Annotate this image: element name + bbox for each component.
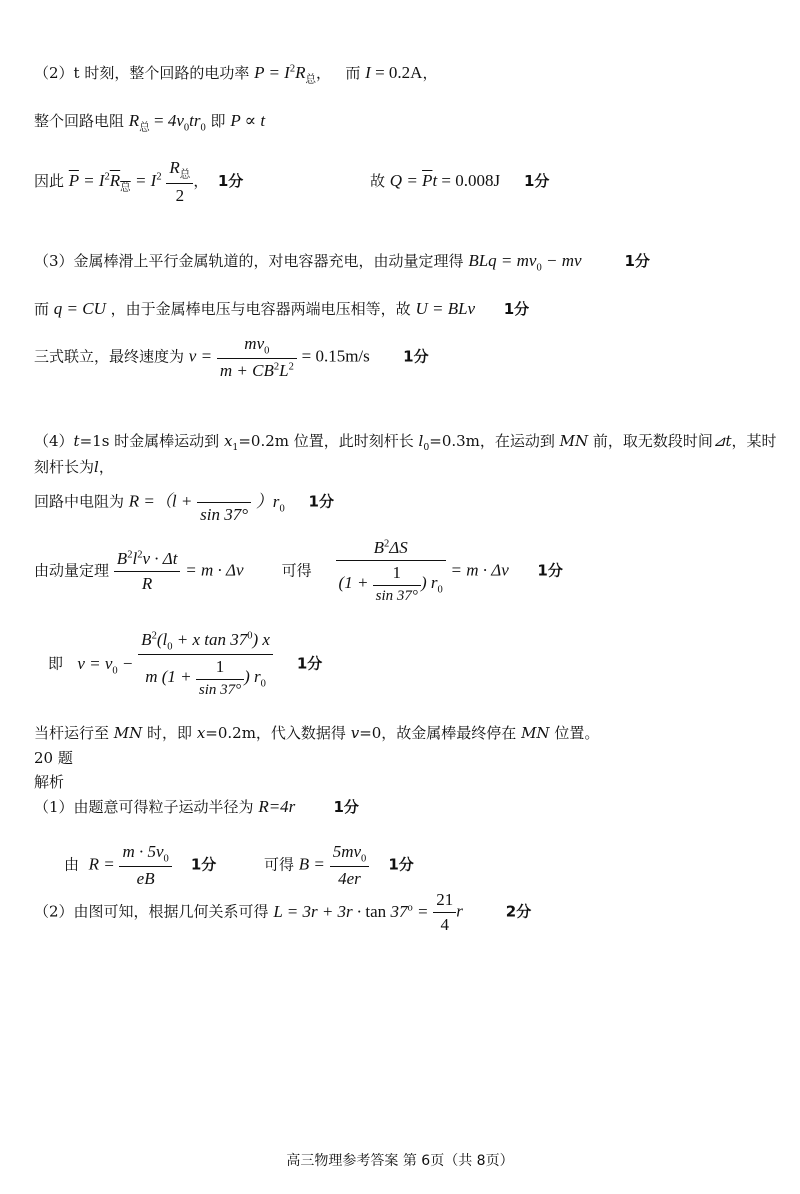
score: 1分 <box>388 855 414 874</box>
text: 刻杆长为 <box>34 458 95 476</box>
text: ， <box>422 64 438 82</box>
text: l <box>418 432 424 450</box>
formula: R = <box>88 854 115 874</box>
text: 三式联立，最终速度为 <box>34 347 185 366</box>
text: 即 <box>210 112 226 130</box>
part2-line3: 因此 $\overline{P} = I^2R_总 = I^2$ $\frac{R_总}{2}$ ， 1分 <box>34 158 244 206</box>
text: （4） <box>34 432 74 450</box>
text: MN <box>559 432 589 450</box>
fraction: $B^2(l_0 + x$ $\tan 37^0$) x m (1 + $\frac{1}{\sin 37^\circ}$ ) $r_0$ <box>138 630 273 699</box>
text: （2）t 时刻，整个回路的电功率 <box>34 64 250 82</box>
score: 1分 <box>624 252 650 270</box>
text: 因此 <box>34 172 65 191</box>
text: 解析 <box>34 773 65 791</box>
text: （3）金属棒滑上平行金属轨道的，对电容器充电，由动量定理得 <box>34 252 464 270</box>
text: 整个回路电阻 <box>34 112 125 130</box>
text: ，某时 <box>731 432 777 450</box>
text: =0，故金属棒最终停在 <box>359 724 522 742</box>
fraction: $\frac{R_总}{2}$ <box>166 158 193 206</box>
formula: $P = I^2R_总$ <box>254 63 317 86</box>
text: =0.2m，代入数据得 <box>205 724 351 742</box>
score: 1分 <box>537 561 563 580</box>
text: 当杆运行至 <box>34 724 114 742</box>
formula: = 0.15m/s <box>301 346 370 366</box>
text: ⊿t <box>712 432 732 450</box>
q20-line3: （2）由图可知，根据几何关系可得 $L = 3r + 3r \cdot \tan 37^o$ = $\frac{21}{4}$ r 2分 <box>34 890 532 934</box>
score: 1分 <box>190 855 217 874</box>
text: 前，取无数段时间 <box>588 432 713 450</box>
part2-line1 <box>34 62 437 86</box>
part3-line1 <box>34 250 650 273</box>
text: v <box>350 724 360 742</box>
text: 由动量定理 <box>34 561 110 580</box>
formula: P ∝ t <box>230 111 266 130</box>
formula: $L = 3r + 3r \cdot \tan 37^o$ = <box>273 901 429 921</box>
score: 1分 <box>403 347 429 366</box>
score: 1分 <box>333 798 359 816</box>
text: =0.3m，在运动到 <box>429 432 560 450</box>
formula: = m · Δv <box>185 560 244 580</box>
part3-line3 <box>34 334 429 381</box>
text: MN <box>521 724 550 742</box>
formula: $Q = \overline{P}t$ <box>389 171 438 190</box>
text: ， <box>98 458 114 476</box>
fraction: $\frac{5mv_0}{4er}$ <box>330 842 370 889</box>
score: 1分 <box>308 492 334 511</box>
text: （2）由图可知，根据几何关系可得 <box>34 902 269 921</box>
footer-text: 高三物理参考答案 第 6页（共 8页） <box>286 1153 514 1169</box>
text: 而 <box>345 64 361 82</box>
text: =0.2m 位置，此时刻杆长 <box>238 432 419 450</box>
score: 1分 <box>503 300 530 318</box>
score: 1分 <box>217 172 244 191</box>
text: =1s 时金属棒运动到 <box>79 432 224 450</box>
page-footer <box>0 1150 800 1170</box>
text: l <box>94 458 99 476</box>
formula: $\overline{P} = I^2R_总 = I^2$ <box>68 171 162 194</box>
q20-analysis <box>34 771 64 792</box>
score: 2分 <box>505 902 532 921</box>
text: （1）由题意可得粒子运动半径为 <box>34 798 254 816</box>
formula: = 0.008J <box>437 171 501 190</box>
q20-line2 <box>64 842 414 889</box>
formula: R =（l + <box>128 491 193 511</box>
text: 位置。 <box>549 724 600 742</box>
fraction: $B^2\Delta S$ (1 + $\frac{1}{\sin 37^\circ}$ ) $r_0$ <box>336 538 446 605</box>
part4-line1: （4）t=1s 时金属棒运动到 $x_1=0.2m$ 位置，此时刻杆长 $l_0=0.3m$，在运动到 MN 前，取无数段时间⊿t，某时 <box>34 432 777 453</box>
formula: = m · Δv <box>450 560 509 580</box>
part4-line3 <box>34 480 334 525</box>
text: 而 <box>34 300 50 318</box>
formula: B = <box>298 854 325 874</box>
formula: = 0.2A <box>370 63 423 82</box>
text: 由 <box>64 855 80 874</box>
fraction: $\frac{mv_0}{m + CB^2L^2}$ <box>217 334 297 381</box>
fraction: $\frac{B^2l^2v \cdot \Delta t}{R}$ <box>114 549 181 594</box>
q20-line1 <box>34 796 359 817</box>
text: 20 题 <box>34 749 73 767</box>
formula: $R_总 = 4v_0tr_0$ <box>128 111 206 134</box>
score: 1分 <box>523 172 550 190</box>
fraction: sin 37° <box>197 480 251 525</box>
part4-line6 <box>34 722 599 743</box>
formula: q = CU <box>53 299 106 318</box>
part2-line2 <box>34 110 265 134</box>
text: t <box>73 432 80 450</box>
fraction: $\frac{21}{4}$ <box>433 890 456 935</box>
q20-title <box>34 747 73 768</box>
score: 1分 <box>296 654 323 673</box>
text: x <box>223 432 233 450</box>
formula: R=4r <box>258 797 296 816</box>
text: 可得 <box>264 855 295 874</box>
part2-line3-right <box>370 170 549 191</box>
formula: $v = v_0$ − <box>77 653 134 677</box>
part4-line5 <box>48 630 322 699</box>
part4-line2 <box>34 456 114 477</box>
part4-line4 <box>34 538 563 605</box>
text: 即 <box>48 654 64 673</box>
text: ，由于金属棒电压与电容器两端电压相等，故 <box>110 300 411 318</box>
text: 时，即 <box>142 724 197 742</box>
text: MN <box>113 724 143 742</box>
text: 可得 <box>281 561 312 580</box>
formula: ）$r_0$ <box>255 491 285 514</box>
text: 回路中电阻为 <box>34 492 125 511</box>
formula: v = <box>188 346 213 366</box>
fraction: $\frac{m \cdot 5v_0}{eB}$ <box>119 842 171 889</box>
text: x <box>196 724 206 742</box>
text: 故 <box>370 172 386 190</box>
formula: U = BLv <box>415 299 476 318</box>
part3-line2 <box>34 298 529 319</box>
text: ， <box>316 64 332 82</box>
formula: BLq = $mv_0$ − mv <box>468 251 582 274</box>
formula: I <box>365 63 371 82</box>
